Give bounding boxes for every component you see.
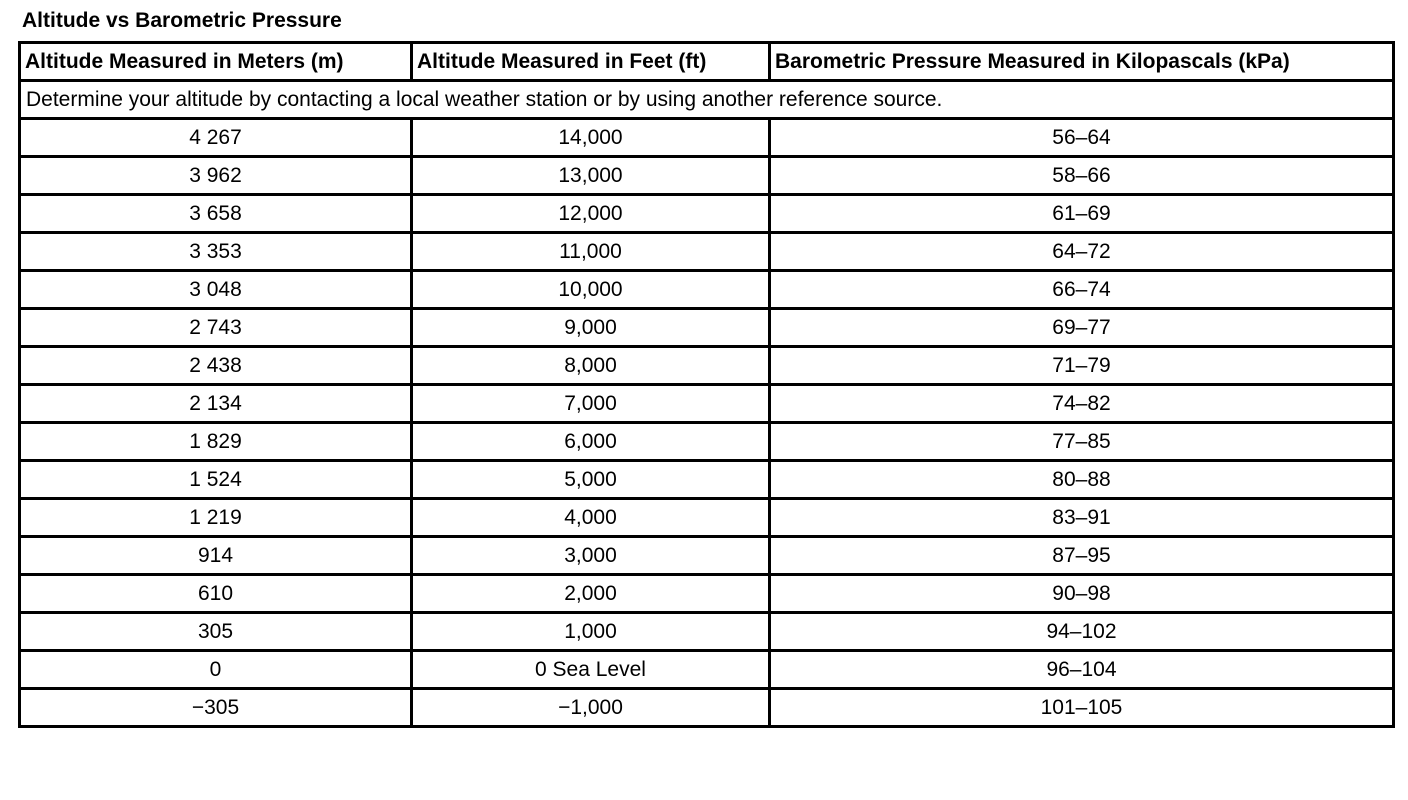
cell-pressure: 87–95 [770, 537, 1394, 575]
cell-meters: 914 [20, 537, 412, 575]
cell-pressure: 58–66 [770, 157, 1394, 195]
cell-feet: 2,000 [412, 575, 770, 613]
cell-meters: 1 524 [20, 461, 412, 499]
table-row [20, 309, 1394, 347]
cell-pressure: 66–74 [770, 271, 1394, 309]
table-row [20, 157, 1394, 195]
cell-feet: 9,000 [412, 309, 770, 347]
table-row [20, 461, 1394, 499]
table-row [20, 119, 1394, 157]
cell-pressure: 94–102 [770, 613, 1394, 651]
cell-pressure: 74–82 [770, 385, 1394, 423]
altitude-pressure-table [18, 41, 1395, 728]
cell-feet: 1,000 [412, 613, 770, 651]
cell-meters: 1 219 [20, 499, 412, 537]
cell-meters: 3 353 [20, 233, 412, 271]
cell-feet: 6,000 [412, 423, 770, 461]
table-row [20, 537, 1394, 575]
cell-feet: 5,000 [412, 461, 770, 499]
cell-meters: 2 743 [20, 309, 412, 347]
table-row [20, 347, 1394, 385]
header-meters: Altitude Measured in Meters (m) [20, 43, 412, 81]
cell-feet: −1,000 [412, 689, 770, 727]
note-row [20, 81, 1394, 119]
cell-meters: 2 438 [20, 347, 412, 385]
cell-meters: 3 048 [20, 271, 412, 309]
cell-feet: 3,000 [412, 537, 770, 575]
cell-pressure: 101–105 [770, 689, 1394, 727]
note-text: Determine your altitude by contacting a local weather station or by using another reference source. [20, 81, 1394, 119]
page-title: Altitude vs Barometric Pressure [22, 9, 342, 32]
cell-feet: 14,000 [412, 119, 770, 157]
cell-pressure: 64–72 [770, 233, 1394, 271]
cell-meters: 4 267 [20, 119, 412, 157]
table-row [20, 233, 1394, 271]
cell-pressure: 83–91 [770, 499, 1394, 537]
cell-pressure: 69–77 [770, 309, 1394, 347]
cell-feet: 12,000 [412, 195, 770, 233]
cell-pressure: 61–69 [770, 195, 1394, 233]
cell-pressure: 71–79 [770, 347, 1394, 385]
cell-pressure: 90–98 [770, 575, 1394, 613]
cell-feet: 8,000 [412, 347, 770, 385]
cell-meters: −305 [20, 689, 412, 727]
cell-pressure: 80–88 [770, 461, 1394, 499]
cell-meters: 3 658 [20, 195, 412, 233]
table-row [20, 195, 1394, 233]
cell-feet: 7,000 [412, 385, 770, 423]
cell-feet: 4,000 [412, 499, 770, 537]
table-row [20, 271, 1394, 309]
cell-pressure: 96–104 [770, 651, 1394, 689]
header-row [20, 43, 1394, 81]
cell-pressure: 56–64 [770, 119, 1394, 157]
table-row [20, 423, 1394, 461]
cell-feet: 13,000 [412, 157, 770, 195]
cell-feet: 10,000 [412, 271, 770, 309]
cell-meters: 305 [20, 613, 412, 651]
table-body [20, 81, 1394, 727]
cell-meters: 1 829 [20, 423, 412, 461]
table-row [20, 575, 1394, 613]
cell-meters: 610 [20, 575, 412, 613]
cell-meters: 3 962 [20, 157, 412, 195]
header-pressure: Barometric Pressure Measured in Kilopascals (kPa) [770, 43, 1394, 81]
cell-feet: 0 Sea Level [412, 651, 770, 689]
cell-pressure: 77–85 [770, 423, 1394, 461]
cell-feet: 11,000 [412, 233, 770, 271]
cell-meters: 0 [20, 651, 412, 689]
table-row [20, 385, 1394, 423]
table-row [20, 613, 1394, 651]
header-feet: Altitude Measured in Feet (ft) [412, 43, 770, 81]
cell-meters: 2 134 [20, 385, 412, 423]
table-row [20, 499, 1394, 537]
table-row [20, 651, 1394, 689]
table-row [20, 689, 1394, 727]
